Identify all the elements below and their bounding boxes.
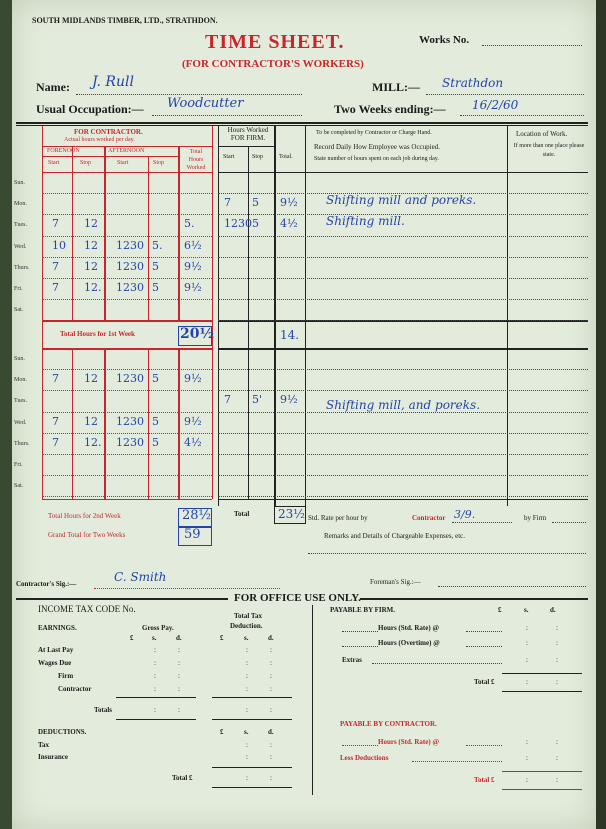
amount-separator-0-0: : bbox=[154, 646, 156, 654]
occupation-label: Usual Occupation:— bbox=[36, 102, 144, 116]
grand-total-label: Grand Total for Two Weeks bbox=[48, 531, 126, 539]
week1-ae-3[interactable]: 5. bbox=[152, 238, 163, 252]
name-value[interactable]: J. Rull bbox=[92, 74, 134, 90]
std-rate-label: Std. Rate per hour by bbox=[308, 514, 368, 522]
amount-separator-8-1: : bbox=[556, 624, 558, 632]
week2-day-6: Sat. bbox=[14, 483, 24, 490]
week1-fe-4[interactable]: 12 bbox=[84, 259, 98, 273]
name-label: Name: bbox=[36, 80, 70, 94]
week2-as-4[interactable]: 1230 bbox=[116, 435, 144, 449]
week1-fs-3[interactable]: 10 bbox=[52, 238, 66, 252]
week1-fe-5[interactable]: 12. bbox=[84, 281, 102, 294]
week2-tot-1[interactable]: 9½ bbox=[184, 372, 202, 386]
contractor-right-border bbox=[212, 126, 213, 499]
amount-separator-2-2: : bbox=[246, 672, 248, 680]
amount-separator-14-1: : bbox=[556, 776, 558, 784]
week1-tot-3[interactable]: 6½ bbox=[184, 238, 202, 252]
by-firm-label: by Firm bbox=[524, 514, 547, 522]
week2-row-line-3 bbox=[42, 433, 212, 434]
week2-firm-row-line-3 bbox=[218, 433, 588, 434]
pf-l: £ bbox=[498, 606, 502, 614]
amount-separator-0-1: : bbox=[178, 646, 180, 654]
amount-separator-10-1: : bbox=[556, 656, 558, 664]
amount-separator-4-3: : bbox=[270, 706, 272, 714]
week2-day-3: Wed. bbox=[14, 419, 27, 426]
earnings-label: EARNINGS. bbox=[38, 624, 77, 632]
week2-fs-4[interactable]: 7 bbox=[52, 435, 59, 449]
week1-row-line-4 bbox=[42, 278, 212, 279]
week1-ffe-2[interactable]: 5 bbox=[252, 217, 259, 231]
two-weeks-value[interactable]: 16/2/60 bbox=[472, 98, 519, 112]
week1-fs-5[interactable]: 7 bbox=[52, 281, 59, 294]
week1-ffe-1[interactable]: 5 bbox=[252, 196, 259, 210]
week2-fs-3[interactable]: 7 bbox=[52, 414, 59, 428]
amount-separator-9-1: : bbox=[556, 639, 558, 647]
mill-value[interactable]: Strathdon bbox=[442, 76, 504, 90]
ded-l: £ bbox=[220, 728, 224, 736]
amount-separator-3-1: : bbox=[178, 685, 180, 693]
week1-fe-2[interactable]: 12 bbox=[84, 217, 98, 231]
location-note: If more than one place please state. bbox=[513, 143, 585, 158]
amount-separator-9-0: : bbox=[526, 639, 528, 647]
record-tue-week1[interactable]: Shifting mill. bbox=[326, 214, 405, 228]
fn-stop-header: Stop bbox=[80, 160, 92, 166]
total-tax-label: Total Tax bbox=[234, 612, 262, 620]
record-line2: Record Daily How Employee was Occupied. bbox=[314, 143, 440, 151]
week2-as-1[interactable]: 1230 bbox=[116, 372, 144, 386]
week2-ae-1[interactable]: 5 bbox=[152, 372, 159, 386]
amount-separator-1-2: : bbox=[246, 659, 248, 667]
company-name: SOUTH MIDLANDS TIMBER, LTD., STRATHDON. bbox=[32, 16, 218, 25]
amount-separator-6-0: : bbox=[246, 753, 248, 761]
hours-std-label: Hours (Std. Rate) @ bbox=[378, 624, 439, 632]
week1-row-line-1 bbox=[42, 214, 212, 215]
week2-ffe-2[interactable]: 5' bbox=[252, 393, 263, 407]
deductions-label: DEDUCTIONS. bbox=[38, 728, 87, 736]
deduction-label: Deduction. bbox=[230, 622, 263, 630]
week2-ae-3[interactable]: 5 bbox=[152, 414, 159, 428]
week1-fft-2[interactable]: 4½ bbox=[280, 217, 298, 231]
week1-as-4[interactable]: 1230 bbox=[116, 259, 144, 273]
payable-firm-label: PAYABLE BY FIRM. bbox=[330, 606, 396, 614]
week1-day-0: Sun. bbox=[14, 180, 25, 186]
contractor-rate-value[interactable]: 3/9. bbox=[454, 508, 476, 521]
week2-tot-4[interactable]: 4½ bbox=[184, 435, 202, 449]
week2-total-value: 28½ bbox=[182, 508, 212, 523]
week2-fs-1[interactable]: 7 bbox=[52, 372, 59, 386]
amount-separator-0-2: : bbox=[246, 646, 248, 654]
tax-label: Tax bbox=[38, 741, 50, 749]
top-rule bbox=[16, 122, 588, 124]
contractor-subheading: Actual hours worked per day. bbox=[64, 137, 135, 143]
occupation-value[interactable]: Woodcutter bbox=[167, 96, 244, 111]
week2-row-line-1 bbox=[42, 390, 212, 391]
amount-separator-3-0: : bbox=[154, 685, 156, 693]
week1-firm-row-line-4 bbox=[218, 278, 588, 279]
amount-separator-2-1: : bbox=[178, 672, 180, 680]
record-tue-week2[interactable]: Shifting mill, and poreks. bbox=[326, 398, 481, 412]
week1-fe-3[interactable]: 12 bbox=[84, 238, 98, 252]
amount-separator-1-1: : bbox=[178, 659, 180, 667]
week2-fe-4[interactable]: 12. bbox=[84, 435, 102, 449]
firm-stop-header: Stop bbox=[252, 154, 264, 160]
week1-day-1: Mon. bbox=[14, 201, 27, 208]
week1-row-line-5 bbox=[42, 299, 212, 300]
less-deductions-label: Less Deductions bbox=[340, 754, 389, 762]
gross-s: s. bbox=[152, 634, 157, 642]
contractor-left-border bbox=[42, 126, 43, 499]
two-weeks-label: Two Weeks ending:— bbox=[334, 102, 446, 116]
week1-total-label: Total Hours for 1st Week bbox=[60, 330, 135, 338]
week1-day-4: Thurs. bbox=[14, 264, 30, 271]
amount-separator-2-3: : bbox=[270, 672, 272, 680]
week1-ffs-1[interactable]: 7 bbox=[224, 196, 231, 210]
amount-separator-1-3: : bbox=[270, 659, 272, 667]
contractor-sig-value[interactable]: C. Smith bbox=[114, 570, 167, 584]
week2-firm-row-line-4 bbox=[218, 454, 588, 455]
contractor-hours-std-label: Hours (Std. Rate) @ bbox=[378, 738, 439, 746]
remarks-label: Remarks and Details of Chargeable Expenses, etc. bbox=[324, 532, 465, 540]
week2-day-0: Sun. bbox=[14, 356, 25, 362]
week2-day-1: Mon. bbox=[14, 377, 27, 384]
payable-contractor-total-label: Total £ bbox=[474, 776, 495, 784]
amount-separator-4-0: : bbox=[154, 706, 156, 714]
payable-contractor-label: PAYABLE BY CONTRACTOR. bbox=[340, 720, 437, 728]
forenoon-header: FORENOON bbox=[47, 148, 80, 154]
week1-firm-row-line-5 bbox=[218, 299, 588, 300]
income-tax-code-label: INCOME TAX CODE No. bbox=[38, 604, 136, 614]
week2-row-line-4 bbox=[42, 454, 212, 455]
week1-row-line-6 bbox=[42, 320, 212, 321]
week2-day-5: Fri. bbox=[14, 462, 23, 468]
amount-separator-0-3: : bbox=[270, 646, 272, 654]
week2-firm-row-line-0 bbox=[218, 369, 588, 370]
week1-row-line-3 bbox=[42, 257, 212, 258]
amount-separator-10-0: : bbox=[526, 656, 528, 664]
fn-start-header: Start bbox=[48, 160, 60, 166]
week1-firm-row-line-3 bbox=[218, 257, 588, 258]
week2-row-line-0 bbox=[42, 369, 212, 370]
week2-ffs-2[interactable]: 7 bbox=[224, 393, 231, 407]
week1-tot-5[interactable]: 9½ bbox=[184, 281, 202, 294]
pf-d: d. bbox=[550, 606, 556, 614]
contractor-rate-label: Contractor bbox=[412, 514, 446, 522]
amount-separator-13-0: : bbox=[526, 754, 528, 762]
firm-heading: Hours Worked FOR FIRM. bbox=[227, 126, 269, 142]
week2-row-line-2 bbox=[42, 412, 212, 413]
week1-day-3: Wed. bbox=[14, 243, 27, 250]
amount-separator-12-1: : bbox=[556, 738, 558, 746]
firm-grand-total: 23½ bbox=[278, 507, 305, 521]
totals-label: Totals bbox=[94, 706, 113, 714]
amount-separator-1-0: : bbox=[154, 659, 156, 667]
amount-separator-4-1: : bbox=[178, 706, 180, 714]
week2-ae-4[interactable]: 5 bbox=[152, 435, 159, 449]
amount-separator-2-0: : bbox=[154, 672, 156, 680]
amount-separator-6-1: : bbox=[270, 753, 272, 761]
week2-firm-row-line-6 bbox=[218, 496, 588, 497]
record-line1: To be completed by Contractor or Charge Hand. bbox=[316, 130, 432, 136]
contractor-heading: FOR CONTRACTOR. bbox=[74, 128, 143, 136]
week1-row-line-0 bbox=[42, 193, 212, 194]
tax-s: s. bbox=[244, 634, 249, 642]
firm-week1-total: 14. bbox=[280, 328, 300, 342]
amount-separator-3-3: : bbox=[270, 685, 272, 693]
week1-row-line-2 bbox=[42, 236, 212, 237]
mill-label: MILL:— bbox=[372, 80, 420, 94]
week2-fft-2[interactable]: 9½ bbox=[280, 393, 298, 407]
amount-separator-7-1: : bbox=[270, 774, 272, 782]
mill-line bbox=[426, 94, 584, 95]
works-no-label: Works No. bbox=[419, 34, 470, 46]
extras-label: Extras bbox=[342, 656, 362, 664]
week2-firm-row-line-5 bbox=[218, 475, 588, 476]
amount-separator-14-0: : bbox=[526, 776, 528, 784]
week1-tot-4[interactable]: 9½ bbox=[184, 259, 202, 273]
ded-d: d. bbox=[268, 728, 274, 736]
firm-start-header: Start bbox=[223, 154, 235, 160]
amount-separator-7-0: : bbox=[246, 774, 248, 782]
grand-total-value: 59 bbox=[184, 527, 201, 542]
contractor-earnings-label: Contractor bbox=[58, 685, 92, 693]
occupation-line bbox=[152, 115, 302, 116]
afternoon-header: AFTERNOON bbox=[108, 148, 145, 154]
week2-day-2: Tues. bbox=[14, 398, 27, 405]
week1-ae-5[interactable]: 5 bbox=[152, 281, 159, 294]
firm-total-label: Total bbox=[234, 510, 250, 518]
amount-separator-8-0: : bbox=[526, 624, 528, 632]
week2-fe-1[interactable]: 12 bbox=[84, 372, 98, 386]
week2-row-line-6 bbox=[42, 496, 212, 497]
week2-total-label: Total Hours for 2nd Week bbox=[48, 512, 121, 520]
form-subtitle: (FOR CONTRACTOR'S WORKERS) bbox=[182, 58, 364, 70]
amount-separator-11-0: : bbox=[526, 678, 528, 686]
works-no-field[interactable] bbox=[482, 45, 582, 46]
tax-l: £ bbox=[220, 634, 224, 642]
firm-total-header: Total. bbox=[279, 154, 293, 160]
gross-pay-label: Gross Pay. bbox=[142, 624, 174, 632]
book-spine bbox=[0, 0, 12, 829]
week1-day-5: Fri. bbox=[14, 286, 23, 292]
week1-total-value: 20½ bbox=[180, 326, 215, 342]
amount-separator-12-0: : bbox=[526, 738, 528, 746]
week1-as-5[interactable]: 1230 bbox=[116, 281, 144, 294]
week2-fe-3[interactable]: 12 bbox=[84, 414, 98, 428]
amount-separator-5-0: : bbox=[246, 741, 248, 749]
an-start-header: Start bbox=[117, 160, 129, 166]
firm-label: Firm bbox=[58, 672, 74, 680]
total-hours-worked-header: Total Hours Worked bbox=[186, 149, 206, 171]
at-last-pay-label: At Last Pay bbox=[38, 646, 74, 654]
week2-as-3[interactable]: 1230 bbox=[116, 414, 144, 428]
form-title: TIME SHEET. bbox=[205, 31, 345, 53]
week2-firm-row-line-1 bbox=[218, 390, 588, 391]
office-heading: FOR OFFICE USE ONLY. bbox=[234, 592, 361, 604]
ded-s: s. bbox=[244, 728, 249, 736]
record-mon-week1[interactable]: Shifting mill and poreks. bbox=[326, 193, 477, 207]
location-heading: Location of Work. bbox=[516, 130, 568, 138]
insurance-label: Insurance bbox=[38, 753, 68, 761]
amount-separator-4-2: : bbox=[246, 706, 248, 714]
hours-ot-label: Hours (Overtime) @ bbox=[378, 639, 440, 647]
gross-d: d. bbox=[176, 634, 182, 642]
deductions-total-label: Total £ bbox=[172, 774, 193, 782]
week1-tot-2[interactable]: 5. bbox=[184, 217, 195, 231]
week1-firm-row-line-6 bbox=[218, 320, 588, 321]
week2-day-4: Thurs. bbox=[14, 440, 30, 447]
week2-row-line-5 bbox=[42, 475, 212, 476]
time-sheet-page bbox=[12, 0, 596, 829]
week2-tot-3[interactable]: 9½ bbox=[184, 414, 202, 428]
amount-separator-13-1: : bbox=[556, 754, 558, 762]
tax-d: d. bbox=[268, 634, 274, 642]
week1-ae-4[interactable]: 5 bbox=[152, 259, 159, 273]
week1-ffs-2[interactable]: 1230 bbox=[224, 217, 252, 231]
gross-l: £ bbox=[130, 634, 134, 642]
week1-firm-row-line-2 bbox=[218, 236, 588, 237]
week1-fft-1[interactable]: 9½ bbox=[280, 196, 298, 210]
week1-fs-2[interactable]: 7 bbox=[52, 217, 59, 231]
name-line bbox=[76, 94, 302, 95]
week1-day-6: Sat. bbox=[14, 307, 24, 314]
two-weeks-line bbox=[460, 115, 584, 116]
an-stop-header: Stop bbox=[153, 160, 165, 166]
amount-separator-11-1: : bbox=[556, 678, 558, 686]
contractor-sig-label: Contractor's Sig.:— bbox=[16, 580, 77, 588]
week1-fs-4[interactable]: 7 bbox=[52, 259, 59, 273]
amount-separator-5-1: : bbox=[270, 741, 272, 749]
amount-separator-3-2: : bbox=[246, 685, 248, 693]
record-line3: State number of hours spent on each job during day. bbox=[314, 156, 439, 162]
foreman-sig-label: Foreman's Sig.:— bbox=[370, 578, 421, 586]
pf-s: s. bbox=[524, 606, 529, 614]
page-right-edge bbox=[596, 0, 606, 829]
week1-day-2: Tues. bbox=[14, 222, 27, 229]
week1-as-3[interactable]: 1230 bbox=[116, 238, 144, 252]
wages-due-label: Wages Due bbox=[38, 659, 72, 667]
payable-firm-total-label: Total £ bbox=[474, 678, 495, 686]
top-rule-2 bbox=[16, 125, 588, 126]
